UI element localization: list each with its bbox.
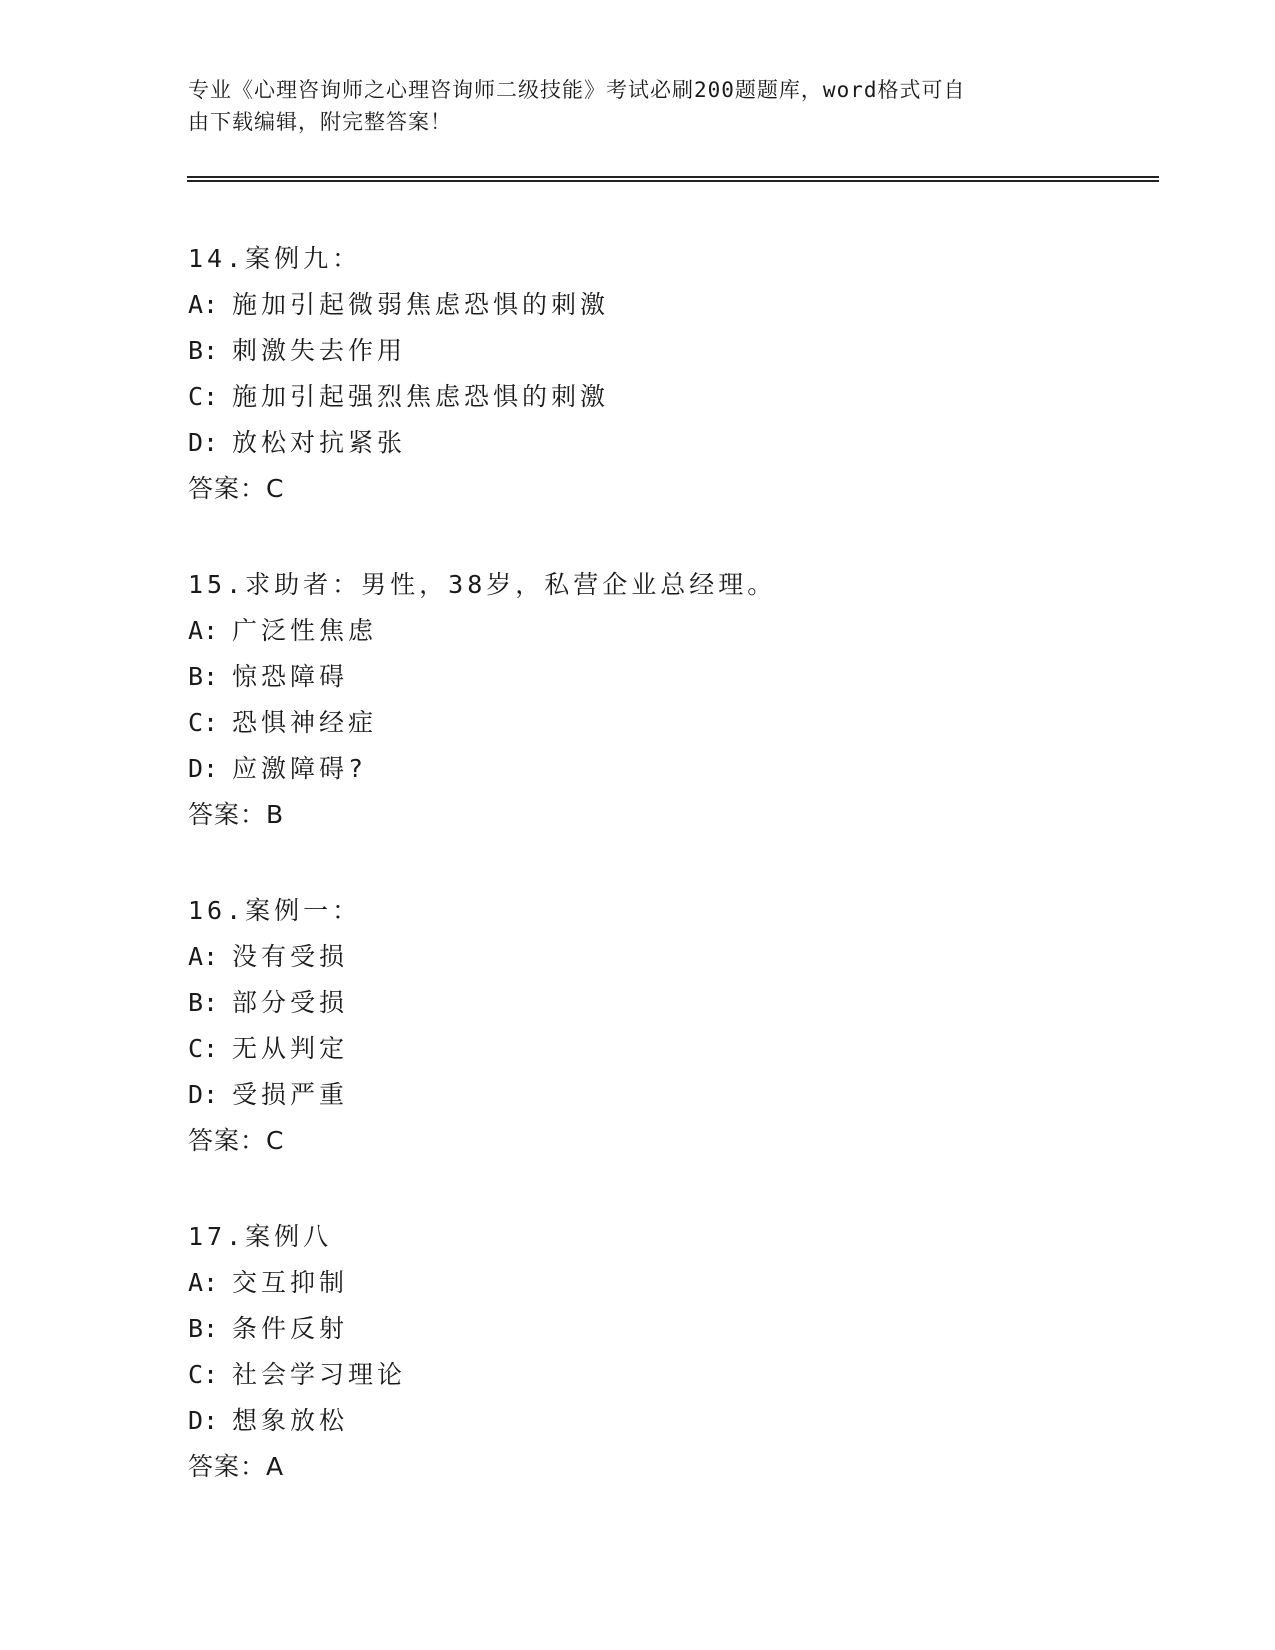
option-text: 条件反射 xyxy=(232,1314,349,1343)
option-text: 恐惧神经症 xyxy=(232,708,378,737)
option-key: C: xyxy=(188,1360,219,1389)
option-c xyxy=(188,700,1148,746)
option-text: 广泛性焦虑 xyxy=(232,616,378,645)
header-line-2: 由下载编辑，附完整答案！ xyxy=(188,110,452,134)
question-14 xyxy=(188,236,1148,512)
answer-line: 答案：A xyxy=(188,1452,285,1481)
option-c xyxy=(188,1352,1148,1398)
option-a xyxy=(188,934,1148,980)
question-stem: 14.案例九： xyxy=(188,244,362,273)
option-b xyxy=(188,328,1148,374)
question-stem: 15.求助者：男性，38岁，私营企业总经理。 xyxy=(188,570,777,599)
option-d xyxy=(188,746,1148,792)
option-key: A: xyxy=(188,1268,219,1297)
option-b xyxy=(188,980,1148,1026)
option-key: A: xyxy=(188,942,219,971)
question-16 xyxy=(188,888,1148,1164)
option-text: 社会学习理论 xyxy=(232,1360,407,1389)
option-key: A: xyxy=(188,290,219,319)
option-text: 惊恐障碍 xyxy=(232,662,349,691)
option-key: A: xyxy=(188,616,219,645)
option-key: D: xyxy=(188,428,219,457)
option-key: B: xyxy=(188,336,219,365)
option-text: 施加引起强烈焦虑恐惧的刺激 xyxy=(232,382,610,411)
option-key: D: xyxy=(188,1406,219,1435)
option-text: 没有受损 xyxy=(232,942,349,971)
option-key: B: xyxy=(188,1314,219,1343)
option-d xyxy=(188,1072,1148,1118)
question-15 xyxy=(188,562,1148,838)
option-text: 想象放松 xyxy=(232,1406,349,1435)
option-c xyxy=(188,1026,1148,1072)
header-double-rule xyxy=(187,176,1159,182)
option-text: 部分受损 xyxy=(232,988,349,1017)
header-line-1: 专业《心理咨询师之心理咨询师二级技能》考试必刷200题题库，word格式可自 xyxy=(188,78,966,102)
option-text: 放松对抗紧张 xyxy=(232,428,407,457)
option-d xyxy=(188,420,1148,466)
option-key: C: xyxy=(188,1034,219,1063)
question-stem: 16.案例一： xyxy=(188,896,362,925)
option-b xyxy=(188,1306,1148,1352)
document-header xyxy=(188,74,1068,138)
option-text: 交互抑制 xyxy=(232,1268,349,1297)
question-stem: 17.案例八 xyxy=(188,1222,333,1251)
option-text: 施加引起微弱焦虑恐惧的刺激 xyxy=(232,290,610,319)
option-key: B: xyxy=(188,988,219,1017)
answer-line: 答案：C xyxy=(188,474,285,503)
option-a xyxy=(188,282,1148,328)
option-text: 无从判定 xyxy=(232,1034,349,1063)
option-c xyxy=(188,374,1148,420)
answer-line: 答案：B xyxy=(188,800,285,829)
option-b xyxy=(188,654,1148,700)
option-key: C: xyxy=(188,382,219,411)
answer-line: 答案：C xyxy=(188,1126,285,1155)
option-key: C: xyxy=(188,708,219,737)
option-key: D: xyxy=(188,1080,219,1109)
option-text: 刺激失去作用 xyxy=(232,336,407,365)
option-key: B: xyxy=(188,662,219,691)
option-text: 应激障碍? xyxy=(232,754,368,783)
option-key: D: xyxy=(188,754,219,783)
option-text: 受损严重 xyxy=(232,1080,349,1109)
question-list xyxy=(188,236,1148,1540)
option-a xyxy=(188,608,1148,654)
option-a xyxy=(188,1260,1148,1306)
question-17 xyxy=(188,1214,1148,1490)
option-d xyxy=(188,1398,1148,1444)
